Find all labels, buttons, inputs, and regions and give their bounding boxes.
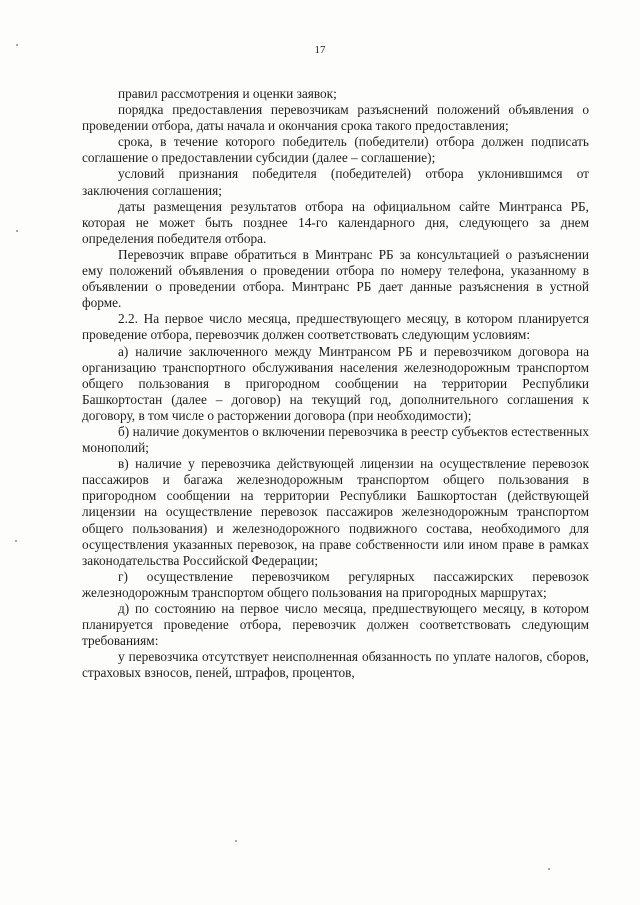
paragraph: срока, в течение которого победитель (победители) отбора должен подписать соглашение о предоставлении субсидии (далее – соглашение); [82,134,589,166]
scan-artifact [16,230,18,232]
scan-artifact [548,868,550,870]
paragraph: б) наличие документов о включении перевозчика в реестр субъектов естественных монополий; [82,423,589,456]
paragraph: порядка предоставления перевозчикам разъяснений положений объявления о проведении отбора, даты начала и окончания срока такого предоставления; [82,102,589,134]
scan-artifact [16,44,18,46]
paragraph: в) наличие у перевозчика действующей лицензии на осуществление перевозок пассажиров и багажа железнодорожным транспортом общего пользования в пригородном сообщении на территории Республики Башкортостан (действующей лицензии на осуществление перевозок пассажиров железнодорожным транспортом общего пользования) и железнодорожного подвижного состава, необходимого для осуществления указанных перевозок, на праве собственности или ином праве в рамках законодательства Российской Федерации; [82,456,589,568]
scan-artifact [15,540,17,542]
scan-artifact [235,840,237,842]
document-body [82,86,589,681]
paragraph: даты размещения результатов отбора на официальном сайте Минтранса РБ, которая не может быть позднее 14-го календарного дня, следующего за днем определения победителя отбора. [82,198,589,246]
paragraph: правил рассмотрения и оценки заявок; [118,86,337,101]
paragraph: у перевозчика отсутствует неисполненная обязанность по уплате налогов, сборов, страховых взносов, пеней, штрафов, процентов, [82,649,589,681]
paragraph: Перевозчик вправе обратиться в Минтранс РБ за консультацией о разъяснении ему положений объявления о проведении отбора по номеру телефона, указанному в объявлении о проведении отбора. Минтранс РБ дает данные разъяснения в устной форме. [82,246,589,311]
paragraph: условий признания победителя (победителей) отбора уклонившимся от заключения соглашения; [82,166,589,198]
paragraph: 2.2. На первое число месяца, предшествующего месяцу, в котором планируется проведение отбора, перевозчик должен соответствовать следующим условиям: [82,311,589,343]
paragraph: д) по состоянию на первое число месяца, предшествующего месяцу, в котором планируется проведение отбора, перевозчик должен соответствовать следующим требованиям: [82,601,589,649]
paragraph: г) осуществление перевозчиком регулярных пассажирских перевозок железнодорожным транспортом общего пользования на пригородных маршрутах; [82,568,589,600]
page-number: 17 [314,44,326,56]
paragraph: а) наличие заключенного между Минтрансом РБ и перевозчиком договора на организацию транспортного обслуживания населения железнодорожным транспортом общего пользования в пригородном сообщении на территории Республики Башкортостан (далее – договор) на текущий год, дополнительного соглашения к договору, в том числе о расторжении договора (при необходимости); [82,343,589,423]
